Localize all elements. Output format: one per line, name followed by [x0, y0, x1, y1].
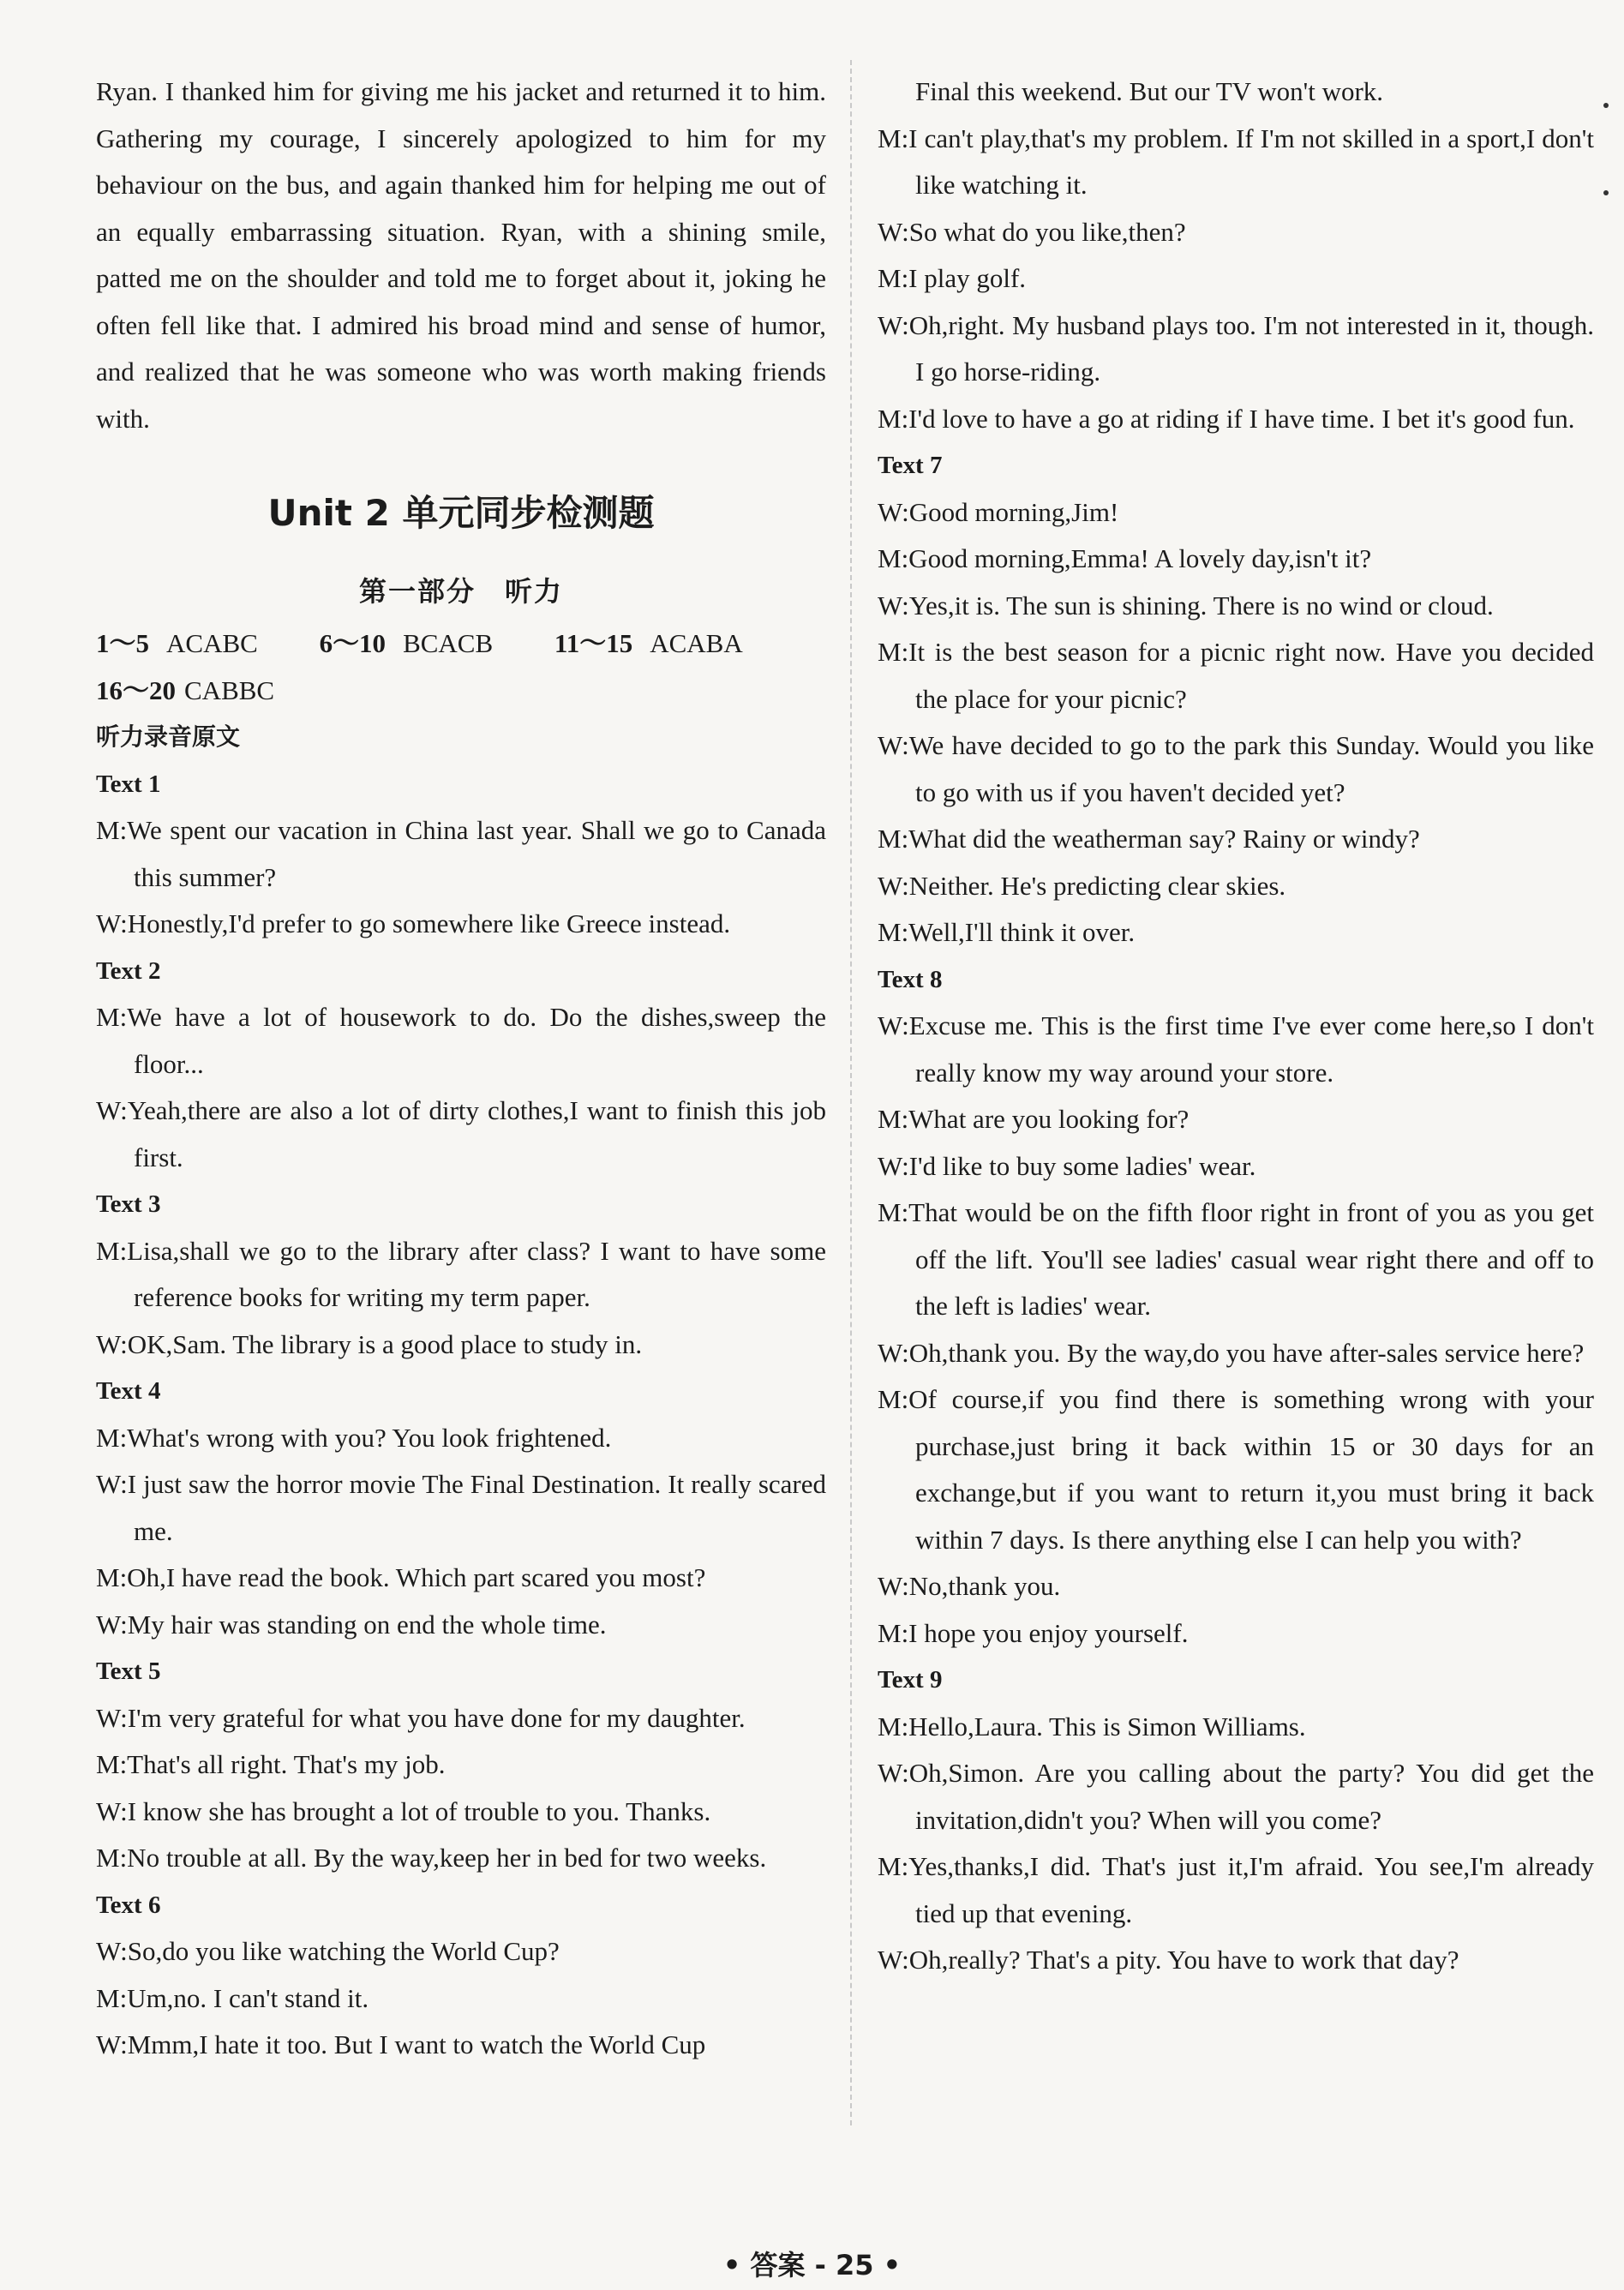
dialogue-line: M:It is the best season for a picnic right now. Have you decided the place for your picnic?	[878, 637, 1594, 714]
dialogue-line: W:Good morning,Jim!	[878, 496, 1119, 527]
right-column	[878, 69, 1594, 1984]
dialogue-continuation: Final this weekend. But our TV won't work.	[915, 76, 1384, 106]
dialogue-line: M:Lisa,shall we go to the library after class? I want to have some reference books for writing my term paper.	[96, 1235, 826, 1312]
answer-group	[96, 628, 258, 658]
dialogue-line: W:Yes,it is. The sun is shining. There is no wind or cloud.	[878, 590, 1494, 620]
dialogue-line: M:Um,no. I can't stand it.	[96, 1982, 369, 2013]
answer-key: ACABA	[650, 628, 743, 658]
dialogue-line: W:I just saw the horror movie The Final Destination. It really scared me.	[96, 1469, 826, 1546]
dialogue-line: W:Neither. He's predicting clear skies.	[878, 870, 1286, 901]
dialogue-line: W:I'm very grateful for what you have done for my daughter.	[96, 1702, 746, 1733]
intro-paragraph: Ryan. I thanked him for giving me his jacket and returned it to him. Gathering my courage, I sincerely apologized to him for my behaviour on the bus, and again thanked him for helping me out of an equally embarrassing situation. Ryan, with a shining smile, patted me on the shoulder and told me to forget about it, joking he often fell like that. I admired his broad mind and sense of humor, and realized that he was someone who was worth making friends with.	[96, 76, 826, 434]
text-block	[878, 1657, 1594, 1984]
unit-title: Unit 2 单元同步检测题	[267, 492, 655, 534]
text-label: Text 2	[96, 956, 161, 985]
dialogue-line: M:What are you looking for?	[878, 1104, 1190, 1134]
dialogue-line: W:Oh,really? That's a pity. You have to work that day?	[878, 1945, 1459, 1975]
dialogue-line: W:Excuse me. This is the first time I've ever come here,so I don't really know my way around your store.	[878, 1010, 1594, 1088]
answer-key: ACABC	[166, 628, 258, 658]
left-column	[96, 69, 826, 2069]
part-title: 第一部分 听力	[358, 575, 563, 608]
transcript-label: 听力录音原文	[96, 722, 241, 751]
dialogue-line: W:Mmm,I hate it too. But I want to watch the World Cup	[96, 2029, 706, 2059]
dialogue-line: M:No trouble at all. By the way,keep her in bed for two weeks.	[96, 1843, 767, 1873]
dialogue-line: W:I'd like to buy some ladies' wear.	[878, 1150, 1256, 1181]
dialogue-line: M:That would be on the fifth floor right in front of you as you get off the lift. You'll see ladies' casual wear right there and off to the left is ladies' wear.	[878, 1197, 1594, 1321]
text-label: Text 7	[878, 452, 943, 479]
text-block	[96, 761, 826, 948]
text-block	[96, 1181, 826, 1368]
text-block	[96, 1882, 826, 2069]
text-label: Text 8	[878, 965, 943, 993]
answer-group	[554, 628, 743, 658]
dialogue-line: W:So,do you like watching the World Cup?	[96, 1936, 560, 1966]
dialogue-line: M:Of course,if you find there is something wrong with your purchase,just bring it back within 15 or 30 days for an exchange,but if you want to return it,you must bring it back within 7 days. Is there anything else I can help you with?	[878, 1384, 1594, 1555]
text-label: Text 5	[96, 1658, 161, 1685]
text-label: Text 9	[878, 1666, 943, 1694]
answer-key: CABBC	[184, 674, 275, 705]
dialogue-line: M:I'd love to have a go at riding if I have time. I bet it's good fun.	[878, 403, 1575, 434]
text-block	[96, 948, 826, 1182]
dialogue-line: M:I play golf.	[878, 263, 1027, 293]
margin-dot	[1603, 190, 1609, 195]
dialogue-line: W:Yeah,there are also a lot of dirty clothes,I want to finish this job first.	[96, 1095, 826, 1172]
dialogue-line: M:What's wrong with you? You look frightened.	[96, 1422, 612, 1453]
dialogue-line: W:Oh,right. My husband plays too. I'm not interested in it, though. I go horse-riding.	[878, 309, 1594, 387]
dialogue-line: W:No,thank you.	[878, 1571, 1061, 1601]
text-label: Text 6	[96, 1891, 161, 1919]
dialogue-line: W:My hair was standing on end the whole time.	[96, 1609, 607, 1640]
dialogue-line: M:We have a lot of housework to do. Do the dishes,sweep the floor...	[96, 1002, 826, 1079]
column-divider	[850, 60, 852, 2125]
dialogue-line: M:Good morning,Emma! A lovely day,isn't it?	[878, 543, 1372, 573]
answer-range: 11～15	[554, 628, 633, 658]
dialogue-line: W:Oh,thank you. By the way,do you have after-sales service here?	[878, 1337, 1585, 1368]
dialogue-line: W:Oh,Simon. Are you calling about the party? You did get the invitation,didn't you? When will you come?	[878, 1758, 1594, 1835]
dialogue-line: M:Well,I'll think it over.	[878, 917, 1136, 947]
dialogue-line: W:We have decided to go to the park this Sunday. Would you like to go with us if you haven't decided yet?	[878, 730, 1594, 807]
dialogue-line: W:I know she has brought a lot of trouble to you. Thanks.	[96, 1795, 711, 1826]
text-label: Text 3	[96, 1190, 161, 1218]
answer-range: 6～10	[319, 628, 387, 658]
text-block	[878, 442, 1594, 956]
dialogue-line: W:Honestly,I'd prefer to go somewhere like Greece instead.	[96, 908, 731, 938]
answer-range: 16～20	[96, 674, 176, 705]
margin-dot	[1603, 103, 1609, 108]
answer-group	[320, 628, 494, 658]
dialogue-line: M:I can't play,that's my problem. If I'm not skilled in a sport,I don't like watching it.	[878, 123, 1594, 200]
dialogue-line: M:What did the weatherman say? Rainy or windy?	[878, 824, 1420, 854]
answer-range: 1～5	[96, 628, 149, 658]
dialogue-line: M:Hello,Laura. This is Simon Williams.	[878, 1711, 1306, 1741]
dialogue-line: M:That's all right. That's my job.	[96, 1749, 446, 1779]
answer-key: BCACB	[403, 628, 494, 658]
text-block	[96, 1368, 826, 1648]
text-label: Text 4	[96, 1377, 161, 1405]
answer-key-row-1	[96, 620, 826, 668]
dialogue-line: M:We spent our vacation in China last year. Shall we go to Canada this summer?	[96, 815, 826, 892]
text-block	[878, 956, 1594, 1658]
page-number: • 答案 - 25 •	[722, 2249, 902, 2281]
answer-key-row-2	[96, 668, 826, 715]
dialogue-line: M:Oh,I have read the book. Which part scared you most?	[96, 1562, 706, 1592]
dialogue-line: W:OK,Sam. The library is a good place to study in.	[96, 1328, 643, 1359]
dialogue-line: M:I hope you enjoy yourself.	[878, 1617, 1189, 1648]
text-label: Text 1	[96, 770, 161, 798]
text-block	[96, 1648, 826, 1882]
dialogue-line: W:So what do you like,then?	[878, 216, 1186, 247]
dialogue-line: M:Yes,thanks,I did. That's just it,I'm afraid. You see,I'm already tied up that evening.	[878, 1851, 1594, 1928]
